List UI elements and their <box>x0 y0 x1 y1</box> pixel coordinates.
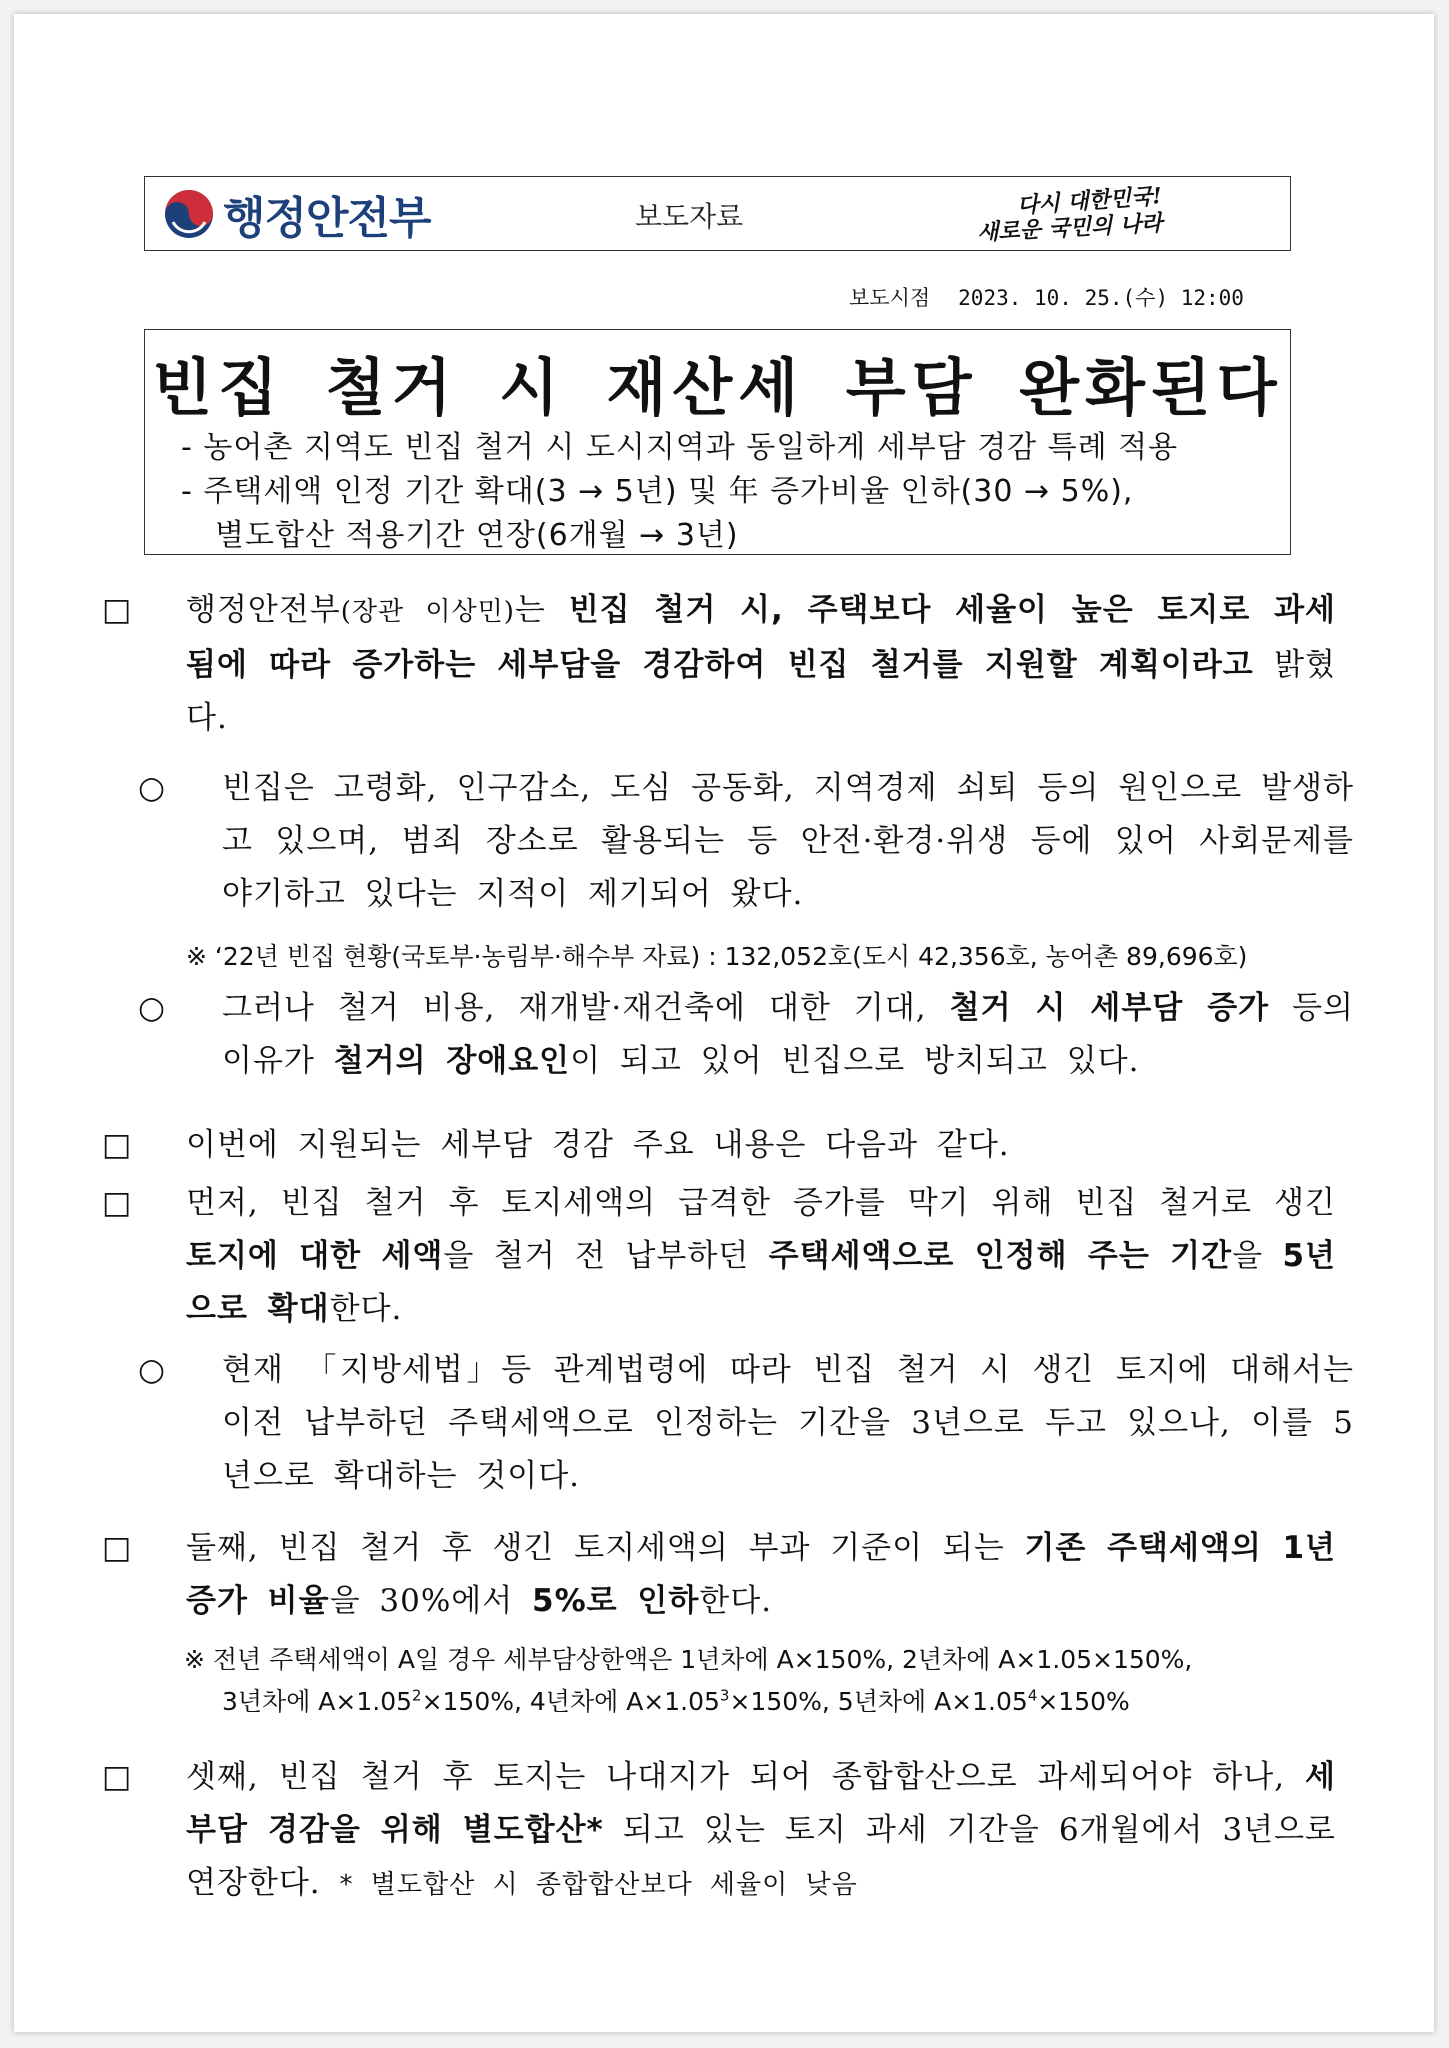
subheadline-2 <box>181 470 1261 558</box>
release-datetime: 2023. 10. 25.(수) 12:00 <box>958 286 1244 310</box>
square-bullet-icon: □ <box>102 1185 133 1221</box>
header-box <box>144 176 1291 251</box>
slogan-handwritten <box>977 183 1277 245</box>
paragraph-7: □ 둘째, 빈집 철거 후 생긴 토지세액의 부과 기준이 되는 기존 주택세액의 1년 증가 비율을 30%에서 5%로 인하한다. <box>144 1522 1336 1628</box>
paragraph-4: □ 이번에 지원되는 세부담 경감 주요 내용은 다음과 같다. <box>144 1119 1336 1172</box>
subheadline-1: - 농어촌 지역도 빈집 철거 시 도시지역과 동일하게 세부담 경감 특례 적용 <box>181 430 1179 465</box>
ministry-name: 행정안전부 <box>223 193 431 244</box>
circle-bullet-icon: ○ <box>138 770 167 806</box>
paragraph-1: □ 행정안전부(장관 이상민)는 빈집 철거 시, 주택보다 세율이 높은 토지로 과세 됨에 따라 증가하는 세부담을 경감하여 빈집 철거를 지원할 계획이라고 밝혔다. <box>144 584 1336 745</box>
title-box <box>144 329 1291 555</box>
footnote-inline: * 별도합산 시 종합합산보다 세율이 낮음 <box>339 1870 858 1900</box>
circle-bullet-icon: ○ <box>138 990 167 1026</box>
release-time <box>849 282 1244 312</box>
square-bullet-icon: □ <box>102 1530 133 1566</box>
subheadline-2-line-b: 별도합산 적용기간 연장(6개월 → 3년) <box>215 518 739 553</box>
paragraph-3: ○ 그러나 철거 비용, 재개발·재건축에 대한 기대, 철거 시 세부담 증가 등의 이유가 철거의 장애요인이 되고 있어 빈집으로 방치되고 있다. <box>162 982 1354 1088</box>
headline: 빈집 철거 시 재산세 부담 완화된다 <box>152 351 1283 424</box>
paragraph-2: ○ 빈집은 고령화, 인구감소, 도심 공동화, 지역경제 쇠퇴 등의 원인으로 발생하고 있으며, 범죄 장소로 활용되는 등 안전·환경·위생 등에 있어 사회문제를 야기하고 있다는 지적이 제기되어 왔다. <box>162 762 1354 921</box>
circle-bullet-icon: ○ <box>138 1352 167 1388</box>
note-1: ※ ‘22년 빈집 현황(국토부·농림부·해수부 자료) : 132,052호(도시 42,356호, 농어촌 89,696호) <box>186 942 1248 971</box>
square-bullet-icon: □ <box>102 1759 133 1795</box>
paragraph-5: □ 먼저, 빈집 철거 후 토지세액의 급격한 증가를 막기 위해 빈집 철거로 생긴 토지에 대한 세액을 철거 전 납부하던 주택세액으로 인정해 주는 기간을 5년으로 확대한다. <box>144 1177 1336 1336</box>
paragraph-8: □ 셋째, 빈집 철거 후 토지는 나대지가 되어 종합합산으로 과세되어야 하나, 세부담 경감을 위해 별도합산* 되고 있는 토지 과세 기간을 6개월에서 3년으로 연장한다. * 별도합산 시 종합합산보다 세율이 낮음 <box>144 1751 1336 1912</box>
note-2: ※ 전년 주택세액이 A일 경우 세부담상한액은 1년차에 A×150%, 2년차에 A×1.05×150%, 3년차에 $A\times 1.05^2\times 150\%$, 4년차에 $A\times 1.05^3\times 150\%$, 5년차에 $A\times 1.05^4\times 150\%$ <box>184 1645 1193 1716</box>
doc-type: 보도자료 <box>635 200 744 233</box>
paragraph-6: ○ 현재 「지방세법」등 관계법령에 따라 빈집 철거 시 생긴 토지에 대해서는 이전 납부하던 주택세액으로 인정하는 기간을 3년으로 두고 있으나, 이를 5년으로 확대하는 것이다. <box>162 1344 1354 1503</box>
ministry-logo <box>163 185 431 243</box>
square-bullet-icon: □ <box>102 1127 133 1163</box>
taegeuk-emblem-icon <box>163 188 215 240</box>
release-label: 보도시점 <box>849 286 931 310</box>
slogan-line-2: 새로운 국민의 나라 <box>976 210 1163 246</box>
document-page <box>14 14 1434 2032</box>
subheadline-2-line-a: - 주택세액 인정 기간 확대(3 → 5년) 및 年 증가비율 인하(30 → 5%), <box>181 474 1134 509</box>
square-bullet-icon: □ <box>102 592 133 628</box>
p1-emphasis: 빈집 철거 시, 주택보다 세율이 높은 토지로 과세 됨에 따라 증가하는 세부담을 경감하여 빈집 철거를 지원할 계획이라고 <box>186 592 1336 683</box>
slogan-line-1: 다시 대한민국! <box>1016 182 1163 220</box>
